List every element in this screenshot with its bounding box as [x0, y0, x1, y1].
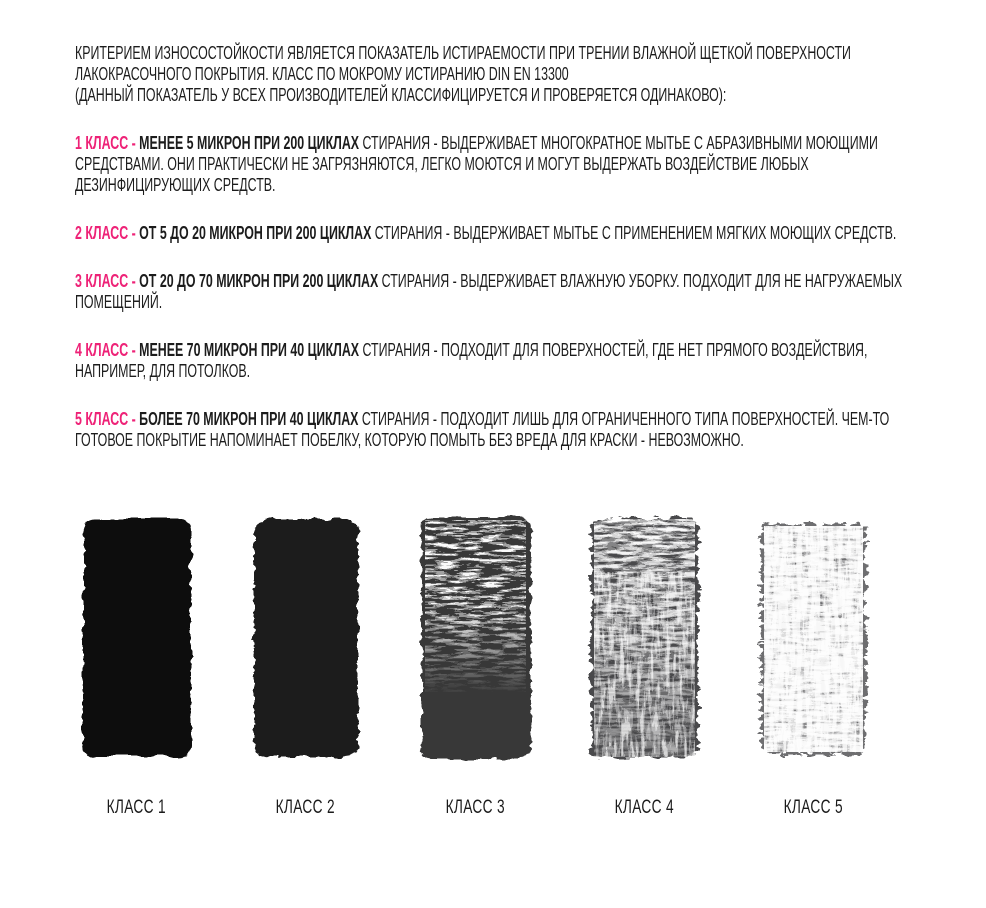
- wear-class-swatches: [75, 512, 875, 818]
- swatch-class-1: [75, 512, 198, 818]
- class-3-description: СТИРАНИЯ - ВЫДЕРЖИВАЕТ ВЛАЖНУЮ УБОРКУ. ПОДХОДИТ ДЛЯ НЕ НАГРУЖАЕМЫХ ПОМЕЩЕНИЙ.: [75, 270, 903, 312]
- swatch-label-class-1: КЛАСС 1: [106, 797, 167, 818]
- swatch-class-3: [414, 512, 537, 818]
- class-2-label: 2 КЛАСС -: [75, 222, 136, 243]
- class-5-spec: БОЛЕЕ 70 МИКРОН ПРИ 40 ЦИКЛАХ: [139, 408, 359, 429]
- class-2-spec: ОТ 5 ДО 20 МИКРОН ПРИ 200 ЦИКЛАХ: [139, 222, 372, 243]
- swatch-label-class-2: КЛАСС 2: [276, 797, 336, 818]
- intro-line-2: (ДАННЫЙ ПОКАЗАТЕЛЬ У ВСЕХ ПРОИЗВОДИТЕЛЕЙ КЛАССИФИЦИРУЕТСЯ И ПРОВЕРЯЕТСЯ ОДИНАКОВО):: [75, 84, 727, 105]
- class-1-label: 1 КЛАСС -: [75, 132, 136, 153]
- class-3-label: 3 КЛАСС -: [75, 270, 136, 291]
- class-2-description: СТИРАНИЯ - ВЫДЕРЖИВАЕТ МЫТЬЕ С ПРИМЕНЕНИЕМ МЯГКИХ МОЮЩИХ СРЕДСТВ.: [374, 222, 897, 243]
- swatch-label-class-5: КЛАСС 5: [783, 797, 844, 818]
- class-5-paragraph: [75, 408, 913, 450]
- swatch-class-4: [583, 512, 706, 818]
- class-3-spec: ОТ 20 ДО 70 МИКРОН ПРИ 200 ЦИКЛАХ: [139, 270, 379, 291]
- class-4-spec: МЕНЕЕ 70 МИКРОН ПРИ 40 ЦИКЛАХ: [139, 339, 360, 360]
- class-5-description: СТИРАНИЯ - ПОДХОДИТ ЛИШЬ ДЛЯ ОГРАНИЧЕННОГО ТИПА ПОВЕРХНОСТЕЙ. ЧЕМ-ТО ГОТОВОЕ ПОКРЫТИЕ НАПОМИНАЕТ ПОБЕЛКУ, КОТОРУЮ ПОМЫТЬ БЕЗ ВРЕДА ДЛЯ КРАСКИ - НЕВОЗМОЖНО.: [75, 408, 890, 450]
- paint-stroke-class-3: [414, 512, 537, 764]
- class-4-paragraph: [75, 339, 913, 381]
- swatch-class-2: [244, 512, 367, 818]
- class-2-paragraph: [75, 222, 913, 243]
- class-1-description: СТИРАНИЯ - ВЫДЕРЖИВАЕТ МНОГОКРАТНОЕ МЫТЬЕ С АБРАЗИВНЫМИ МОЮЩИМИ СРЕДСТВАМИ. ОНИ ПРАКТИЧЕСКИ НЕ ЗАГРЯЗНЯЮТСЯ, ЛЕГКО МОЮТСЯ И МОГУТ ВЫДЕРЖАТЬ ВОЗДЕЙСТВИЕ ЛЮБЫХ ДЕЗИНФИЦИРУЮЩИХ СРЕДСТВ.: [75, 132, 878, 195]
- class-1-spec: МЕНЕЕ 5 МИКРОН ПРИ 200 ЦИКЛАХ: [139, 132, 360, 153]
- class-1-paragraph: [75, 132, 913, 195]
- swatch-label-class-4: КЛАСС 4: [614, 797, 674, 818]
- intro-paragraph: [75, 42, 913, 105]
- paint-stroke-class-1: [75, 512, 198, 764]
- swatch-label-class-3: КЛАСС 3: [445, 797, 505, 818]
- intro-line-1: КРИТЕРИЕМ ИЗНОСОСТОЙКОСТИ ЯВЛЯЕТСЯ ПОКАЗАТЕЛЬ ИСТИРАЕМОСТИ ПРИ ТРЕНИИ ВЛАЖНОЙ ЩЕТКОЙ ПОВЕРХНОСТИ ЛАКОКРАСОЧНОГО ПОКРЫТИЯ. КЛАСС ПО МОКРОМУ ИСТИРАНИЮ DIN EN 13300: [75, 42, 851, 84]
- text-section: [0, 0, 986, 450]
- swatch-class-5: [752, 512, 875, 818]
- class-3-paragraph: [75, 270, 913, 312]
- class-4-label: 4 КЛАСС -: [75, 339, 136, 360]
- class-5-label: 5 КЛАСС -: [75, 408, 136, 429]
- class-4-description: СТИРАНИЯ - ПОДХОДИТ ДЛЯ ПОВЕРХНОСТЕЙ, ГДЕ НЕТ ПРЯМОГО ВОЗДЕЙСТВИЯ, НАПРИМЕР, ДЛЯ ПОТОЛКОВ.: [75, 339, 868, 381]
- paint-stroke-class-5: [752, 512, 875, 764]
- paint-stroke-class-2: [244, 512, 367, 764]
- paint-stroke-class-4: [583, 512, 706, 764]
